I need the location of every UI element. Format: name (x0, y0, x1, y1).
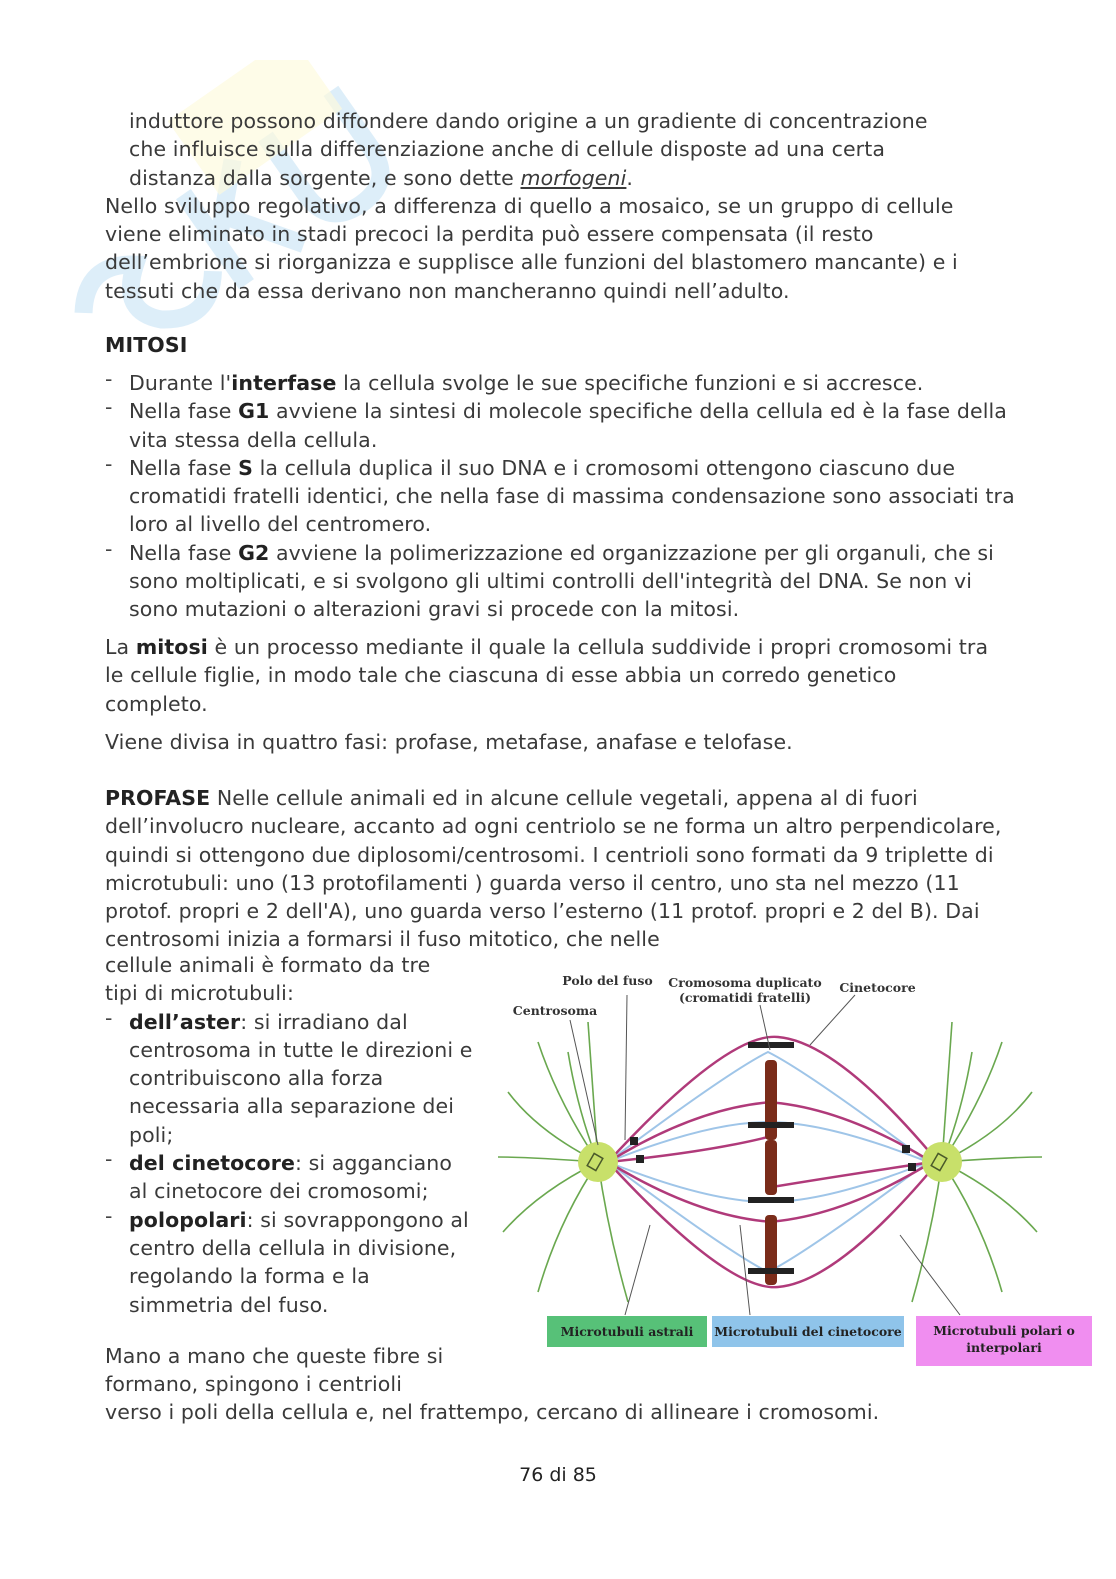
regulative-paragraph: Nello sviluppo regolativo, a differenza di quello a mosaico, se un gruppo di cellule viene eliminato in stadi precoci la perdita può essere compensata (il resto dell’embrione si riorganizza e supplisce alle funzioni del blastomero mancante) e i tessuti che da essa derivano non mancheranno quindi nell’adulto. (105, 193, 958, 303)
legend-polar-line-1: Microtubuli polari o (933, 1323, 1075, 1338)
closing-text-a: Mano a mano che queste fibre si formano, spingono i centrioli (105, 1344, 444, 1397)
legend-astral: Microtubuli astrali (547, 1316, 707, 1347)
legend-kinetochore: Microtubuli del cinetocore (712, 1316, 904, 1347)
microtubule-types-block (105, 951, 475, 1319)
intro-line-3-end: . (626, 165, 634, 190)
morfogeni-term: morfogeni (520, 165, 627, 190)
list-item-bold: S (238, 455, 253, 480)
intro-line-1: induttore possono diffondere dando origine a un gradiente di concentrazione (129, 109, 928, 133)
label-centrosome: Centrosoma (512, 1003, 598, 1018)
definition-text: La (105, 635, 136, 659)
list-item-bold: del cinetocore (129, 1151, 295, 1176)
list-item-text: la cellula duplica il suo DNA e i cromosomi ottengono ciascuno due cromatidi fratelli identici, che nella fase di massima condensazione sono associati tra loro al livello del centromero. (129, 455, 1015, 537)
chromosome (765, 1215, 777, 1285)
legend-polar-line-2: interpolari (966, 1340, 1042, 1355)
list-item-text: Nella fase (129, 540, 239, 565)
chromosomes (765, 1060, 777, 1285)
label-chromosome-line-1: Cromosoma duplicato (668, 975, 822, 990)
label-chromosome-line-2: (cromatidi fratelli) (678, 990, 812, 1005)
microtubule-types-list (105, 1008, 475, 1319)
definition-term: mitosi (135, 635, 208, 659)
list-item-bold: polopolari (129, 1207, 247, 1232)
intro-block (105, 107, 1025, 305)
list-item-text: : si agganciano al cinetocore dei cromosomi; (129, 1151, 452, 1204)
list-item-text: Durante l' (129, 371, 232, 395)
list-item (105, 454, 1015, 539)
centrosome-left (578, 1142, 618, 1182)
definition-text: è un processo mediante il quale la cellula suddivide i propri cromosomi tra le cellule figlie, in modo tale che ciascuna di esse abbia un corredo genetico completo. (105, 635, 989, 716)
label-spindle-pole: Polo del fuso (562, 973, 653, 988)
list-item (105, 1149, 475, 1206)
mitosi-definition (105, 633, 1005, 718)
list-item-text: : si irradiano dal centrosoma in tutte le direzioni e contribuiscono alla forza necessaria alla separazione dei poli; (129, 1009, 473, 1147)
list-item (105, 539, 1015, 624)
chromosome (765, 1140, 777, 1195)
list-item (105, 1206, 475, 1319)
intro-line-2: che influisce sulla differenziazione anche di cellule disposte ad una certa (129, 137, 885, 162)
list-item-text: Nella fase (129, 455, 239, 480)
list-item-text: avviene la sintesi di molecole specifiche della cellula ed è la fase della vita stessa della cellula. (129, 399, 1007, 452)
intro-line-3-text: distanza dalla sorgente, e sono dette (129, 165, 521, 190)
legend-polar (916, 1316, 1092, 1366)
phases-sentence: Viene divisa in quattro fasi: profase, metafase, anafase e telofase. (105, 730, 793, 754)
list-item-text: la cellula svolge le sue specifiche funzioni e si accresce. (336, 371, 924, 395)
mitosi-heading: MITOSI (105, 333, 188, 357)
page-number: 76 di 85 (519, 1464, 597, 1486)
list-item-text: : si sovrappongono al centro della cellula in divisione, regolando la forma e la simmetria del fuso. (129, 1207, 469, 1317)
centrosome-right (922, 1142, 962, 1182)
closing-text-b: verso i poli della cellula e, nel frattempo, cercano di allineare i cromosomi. (105, 1400, 880, 1424)
profase-paragraph (105, 784, 1005, 954)
list-item-text: Nella fase (129, 399, 239, 424)
microtubule-types-intro: cellule animali è formato da tre tipi di microtubuli: (105, 953, 431, 1006)
label-duplicated-chromosome (665, 975, 825, 1005)
list-item-text: avviene la polimerizzazione ed organizzazione per gli organuli, che si sono moltiplicati, e si svolgono gli ultimi controlli dell'integrità del DNA. Se non vi sono mutazioni o alterazioni gravi si procede con la mitosi. (129, 540, 994, 622)
interphase-list-block (105, 369, 1015, 624)
profase-text: Nelle cellule animali ed in alcune cellule vegetali, appena al di fuori dell’involucro nucleare, accanto ad ogni centriolo se ne forma un altro perpendicolare, quindi si ottengono due diplosomi/centrosomi. I centrioli sono formati da 9 triplette di microtubuli: uno (13 protofilamenti ) guarda verso il centro, uno sta nel mezzo (11 protof. propri e 2 dell'A), uno guarda verso l’esterno (11 protof. propri e 2 del B). Dai centrosomi inizia a formarsi il fuso mitotico, che nelle (105, 786, 1002, 952)
intro-line-3 (105, 164, 1025, 192)
interphase-list (105, 369, 1015, 624)
mitotic-spindle-figure (490, 965, 1090, 1365)
list-item (105, 1008, 475, 1149)
list-item-bold: G1 (238, 399, 270, 424)
list-item-bold: G2 (238, 540, 270, 565)
list-item-bold: dell’aster (129, 1009, 241, 1034)
list-item (105, 369, 1015, 397)
list-item (105, 397, 1015, 454)
label-kinetochore: Cinetocore (839, 980, 916, 995)
list-item-bold: interfase (231, 371, 337, 395)
profase-heading: PROFASE (105, 786, 211, 810)
